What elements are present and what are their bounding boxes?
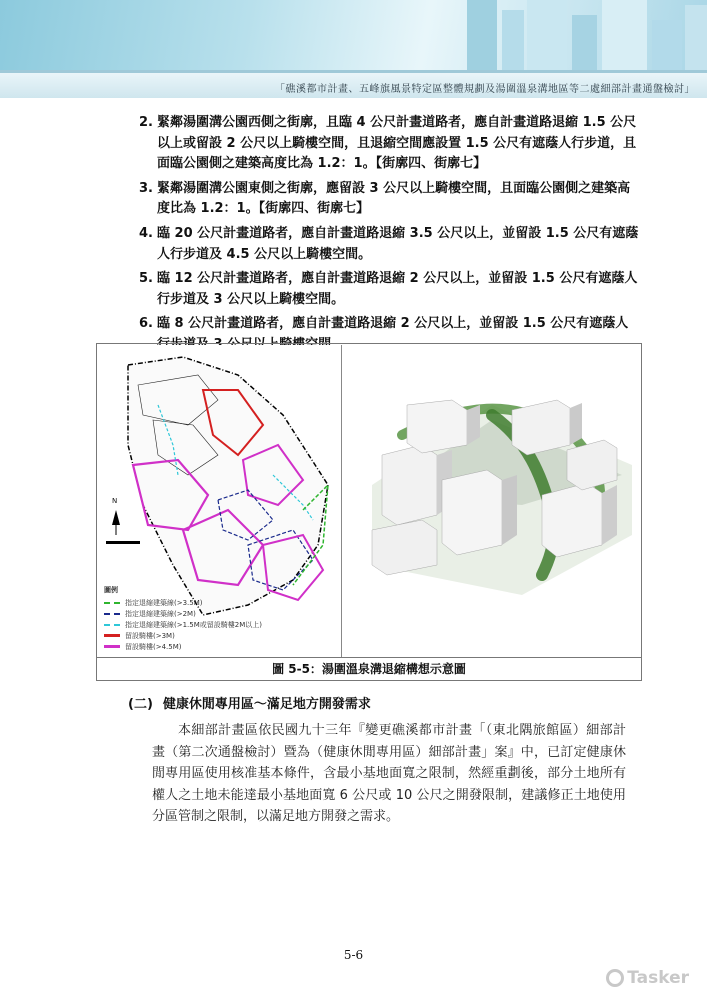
legend-item bbox=[104, 608, 262, 619]
list-item-number: 5. bbox=[139, 271, 153, 287]
list-item-number: 2. bbox=[139, 115, 153, 130]
legend-swatch bbox=[104, 634, 120, 637]
header-banner bbox=[0, 0, 707, 98]
list-item bbox=[139, 113, 639, 175]
setback-figure bbox=[96, 343, 642, 681]
legend-swatch bbox=[104, 602, 120, 604]
gear-icon bbox=[606, 969, 624, 987]
logo-text: Tasker bbox=[627, 968, 689, 988]
list-item-text: 緊鄰湯圍溝公園西側之街廓，且臨 4 公尺計畫道路者，應自計畫道路退縮 1.5 公尺以上或留設 2 公尺以上騎樓空間，且退縮空間應設置 1.5 公尺有遮蔭人行步道，且面臨公園側之建築高度比為 1.2：1。【街廓四、街廓七】 bbox=[157, 115, 637, 172]
body-paragraph: 本細部計畫區依民國九十三年『變更礁溪都市計畫「（東北隅旅館區）細部計畫（第二次通盤檢討）暨為（健康休閒專用區）細部計畫」案』中，已訂定健康休閒專用區使用核准基本條件，含最小基地面寬之限制，然經重劃後，部分土地所有權人之土地未能達最小基地面寬 6 公尺或 10 公尺之開發限制，建議修正土地使用分區管制之限制，以滿足地方開發之需求。 bbox=[152, 723, 626, 824]
list-item-text: 緊鄰湯圍溝公園東側之街廓，應留設 3 公尺以上騎樓空間，且面臨公園側之建築高度比為 1.2：1。【街廓四、街廓七】 bbox=[157, 180, 631, 217]
legend-item bbox=[104, 641, 262, 652]
legend-swatch bbox=[104, 624, 120, 626]
list-item bbox=[139, 269, 639, 310]
legend-title: 圖例 bbox=[104, 586, 118, 594]
legend-item bbox=[104, 597, 262, 608]
north-arrow-label: N bbox=[112, 497, 118, 505]
page-number: 5-6 bbox=[343, 948, 364, 962]
legend-label: 指定退縮建築線(>2M) bbox=[125, 609, 196, 618]
list-item bbox=[139, 224, 639, 265]
legend-swatch bbox=[104, 613, 120, 615]
banner-divider bbox=[0, 70, 707, 73]
list-item-text: 臨 8 公尺計畫道路者，應自計畫道路退縮 2 公尺以上，並留設 1.5 公尺有遮蔭人 bbox=[157, 316, 629, 332]
list-item-number: 4. bbox=[139, 225, 153, 241]
list-item-number: 3. bbox=[139, 180, 153, 196]
list-item-number: 6. bbox=[139, 316, 153, 332]
document-title: 「礁溪都市計畫、五峰旗風景特定區整體規劃及湯圍溫泉溝地區等二處細部計畫通盤檢討」 bbox=[275, 84, 695, 95]
map-legend bbox=[104, 585, 262, 652]
legend-label: 指定退縮建築線(>1.5M或留設騎樓2M以上) bbox=[125, 620, 262, 629]
site-plan-map bbox=[98, 345, 342, 657]
legend-item bbox=[104, 619, 262, 630]
list-item-text: 臨 20 公尺計畫道路者，應自計畫道路退縮 3.5 公尺以上，並留設 1.5 公尺有遮蔭人行步道及 4.5 公尺以上騎樓空間。 bbox=[157, 225, 639, 262]
legend-item bbox=[104, 630, 262, 641]
tasker-logo bbox=[606, 968, 689, 988]
regulation-list bbox=[139, 113, 639, 360]
list-item bbox=[139, 179, 639, 220]
section-heading bbox=[128, 693, 371, 712]
legend-label: 留設騎樓(>4.5M) bbox=[125, 642, 182, 651]
3d-render-image bbox=[342, 345, 640, 657]
banner-buildings-image bbox=[447, 0, 707, 72]
3d-massing-render bbox=[342, 345, 640, 657]
legend-label: 留設騎樓(>3M) bbox=[125, 631, 175, 640]
figure-caption: 圖 5-5：湯圍溫泉溝退縮構想示意圖 bbox=[97, 657, 641, 680]
section-title: 健康休閒專用區～滿足地方開發需求 bbox=[162, 697, 371, 712]
legend-swatch bbox=[104, 645, 120, 648]
section-number: (二) bbox=[128, 697, 153, 712]
legend-label: 指定退縮建築線(>3.5M) bbox=[125, 598, 203, 607]
list-item-text: 臨 12 公尺計畫道路者，應自計畫道路退縮 2 公尺以上，並留設 1.5 公尺有遮蔭人行步道及 3 公尺以上騎樓空間。 bbox=[157, 271, 638, 307]
